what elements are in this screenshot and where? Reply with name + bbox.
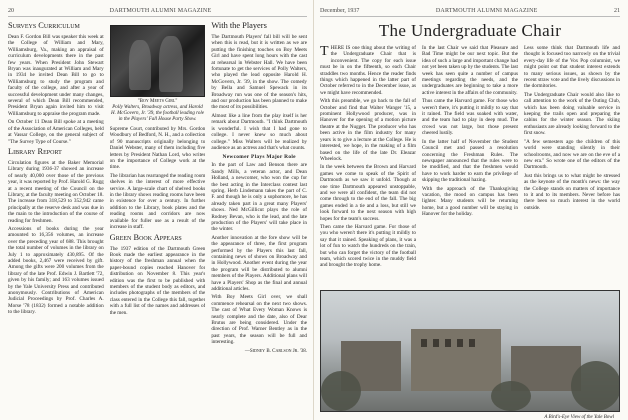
chair-col2-p3: In the latter half of November the Student Council met and passed a resolution concerning the Freshman Rules. The newspaper announced that the rules were to be modified, and that the freshmen would have to work harder to earn the privilege of skipping the traditional hazing. <box>422 138 518 184</box>
players-p1: The Dartmouth Players' fall bill will be sent when this is read, but it is written as we are putting the finishing touches on Boy Meets Girl and have spent long hours with the cast at rehearsal in Webster Hall. We have been fortunate to get the services of Polly Walters, who played the lead opposite Harold H. McGovern, Jr. '39, in the show. The comedy by Bella and Samuel Spewack in its Broadway run was one of the season's hits, and our production has been planned to make the most of its possibilities. <box>211 34 308 111</box>
photo-caption-text: Polly Walters, Broadway actress, and Harold H. McGovern, Jr. '39, the football leading role in the Players' Fall House Party Show. <box>111 105 204 122</box>
green-book-p1: The 1937 edition of the Dartmouth Green Book made the earliest appearance in the history of the freshman annual when the paper-bound copies reached Hanover for distribution on November 8. This year's edition was the first to be published with members of the student body as editors, and includes photographs of the members of the class entered in the College this fall, together with a full list of the names and addresses of the men. <box>109 245 206 316</box>
players-p5: With Boy Meets Girl over, we shall commence rehearsal on the next two shows. The cast of What Every Woman Knows is nearly complete and the date, also of Dear Brutus are being considered. Under the direction of Prof. Warner Bentley as in the past years, the season will be full and interesting. <box>211 294 308 346</box>
right-page-number: 21 <box>614 8 620 14</box>
photo-caption-title: "Boy Meets Girl" <box>137 99 178 104</box>
library-p1: Circulation figures at the Baker Memorial Library during 1936-37 showed an increase of nearly 40,000 over those of the previous year, it was reported by Prof. Harold G. Rugg at a recent meeting of the Council on the Library, at the faculty meeting on October 18. The increase from 318,529 to 352,942 came principally at the reserve desk and was due in the main to the introduction of the course of reading for freshmen. <box>8 159 104 224</box>
left-publication-name: DARTMOUTH ALUMNI MAGAZINE <box>109 8 212 14</box>
chair-col2-p1: In the last Chair we said that Pleasure and Bad Time might be our next topic. But the idea of such a large and important change had not yet been taken up by the students. The last week has seen quite a number of campus meetings regarding the needs, and the undergraduates are beginning to take a more active interest in the affairs of the community. <box>422 45 518 96</box>
chair-col3-p3: "A few semesters ago the children of this world were standing silently in their schoolrooms, and now we are on the eve of a new era." So wrote one of the editors of the Dartmouth. <box>524 138 620 171</box>
players-p4: Another innovation at the fore show will be the appearance of three, the first program performed by the Players this last fall, containing news of shows on Broadway and in Hollywood. Another event during the year the program will be distributed to alumni members of the Players. Additional plans will have a Players' Shop as the final and annual additional articles. <box>211 234 308 293</box>
chair-p1 <box>320 45 416 96</box>
chair-col2-p4: With the approach of the Thanksgiving vacation, the mood on campus has been lighter. Many students will be returning home, but a good number will be staying in Hanover for the holiday. <box>422 185 518 218</box>
boy-meets-girl-photo <box>110 25 206 97</box>
undergraduate-chair-title: The Undergraduate Chair <box>378 21 562 40</box>
chair-p1-text: HERE IS one thing about the writing of the Undergraduate Chair that is inconvenient. The copy for each issue must be in on the fifteenth, so each Chair straddles two months. Hence the reader finds things which happened in the latter part of October referred to in the December issue, as we might have recommended. <box>320 45 416 96</box>
yale-bowl-photo <box>320 290 620 412</box>
right-publication-name: DARTMOUTH ALUMNI MAGAZINE <box>435 8 538 14</box>
with-the-players-heading: With the Players <box>211 21 267 30</box>
right-col-2 <box>422 45 518 297</box>
right-col-3 <box>524 45 620 297</box>
surveys-curriculum-heading: Surveys Curriculum <box>8 21 80 30</box>
surveys-p2: On October 11 Dean Bill spoke at a meeting of the Association of American Colleges, held at Vassar College, on the general subject of "The Survey Type of Course." <box>8 119 104 145</box>
chair-p4: Then came the Harvard game. For those of you who weren't there it's putting it mildly to say that it rained. Speaking of plans, it was a lot of fun to watch the hundreds on the train, but who can forget the victory of the football team, which scored twice in the muddy field and brought the trophy home. <box>320 223 416 269</box>
left-col-3 <box>211 21 307 415</box>
left-columns <box>8 21 307 415</box>
right-columns <box>320 45 620 297</box>
right-page <box>314 0 628 420</box>
right-folio <box>320 6 620 17</box>
chair-col3-p2: The Undergraduate Chair would also like to call attention to the work of the Outing Club, which has been doing valuable service in keeping the trails open and preparing the cabins for the winter season. The skiing enthusiasts are already looking forward to the first snow. <box>524 91 620 137</box>
newcomer-subhead: Newcomer Plays Major Role <box>222 154 296 161</box>
left-page-number: 20 <box>8 8 14 14</box>
players-p2: Almost like a line from the play itself is her remark about Dartmouth. "I think Dartmouth is wonderful. I wish that I had gone to college. I never knew so much about college." Miss Walters will be realized by audience as an actress and that's what counts. <box>211 112 308 151</box>
left-col-2 <box>110 21 206 415</box>
dropcap: T <box>320 45 329 59</box>
chair-col3-p4: Just this brings us to what might be stressed as the keynote of the month's news: the way the College stands on matters of importance to it and to its members. Never before has there been so much interest in the world outside. <box>524 172 620 211</box>
boy-meets-girl-photo-block <box>110 25 206 123</box>
col2-p1: Supreme Court, contributed by Mrs. Gordon Woodbury of Bedford, N. H., and a collection of 90 manuscripts originally belonging to Daniel Webster, many of them including five letters by President Nathan Lord, who writes on the importance of College work at the time. <box>109 126 206 171</box>
library-p2: Accessions of books during the year amounted to 16,356 volumes, an increase over the preceding year of 688. This brought the total number of volumes in the library on July 1 to approximately 430,895. Of the added books, 2,467 were received by gift. Among the gifts were 200 volumes from the library of the late Prof. Edwin J. Bartlett '72, given by his family; and 163 volumes issued by the Yale University Press and contributed anonymously. Contributions of American Judicial Proceedings by Prof. Charles A. Morse '78 (1832) formed a notable addition to the library. <box>8 225 104 316</box>
right-col-1 <box>320 45 416 297</box>
right-folio-date: December, 1937 <box>320 8 360 14</box>
chair-p2: With this preamble, we go back to the fall of October and find that Walter Wanger '15, a prominent Hollywood producer, was in Hanover for the opening of a motion picture theatre at the Nugget. The producer who has been active in the film industry for many years is to give a lecture at the College. He is interested, we hope, in the making of a film based on the life of the late Dr. Eleazar Wheelock. <box>320 98 416 162</box>
green-book-heading: Green Book Appears <box>109 232 182 242</box>
col2-p2: The librarian has rearranged the reading room shelves in the interest of more effective service. A large-scale chart of shelved books in the library shows reading rooms have been in existence for over a century. In further addition to the Library, book plates and the reading rooms and corridors are now available for fuller use as a result of the increase in staff. <box>109 172 206 231</box>
photo-caption <box>110 99 206 123</box>
left-col-1 <box>8 21 104 415</box>
players-p3: In the part of Law and Benson there are Sandy Mills, a veteran actor, and Dean Holland, a newcomer, who won the cup for the best acting in the Interclass contest last spring. Herb Lindemann takes the part of C. F. and though he is only a sophomore, he has already taken part in a great many Players' shows. Ned McGillicut plays the role of Rodney Bevan, who is the lead, and the late production of the Players' will take place in the winter. <box>211 162 308 233</box>
players-byline: —Sidney B. Carlson Jr. '38. <box>244 348 308 354</box>
yale-bowl-caption: A Bird's-Eye View of the Yale Bowl <box>544 415 614 420</box>
chair-col2-p2: Thus came the Harvard game. For those who weren't there, it's putting it mildly to say that it rained. The field was soaked with water, and the team had to play in deep mud. The crowd was not large, but those present cheered lustily. <box>422 98 518 137</box>
left-folio <box>8 6 307 17</box>
library-report-heading: Library Report <box>8 146 62 156</box>
chair-p3: In the week between the Brown and Harvard games we come to speak of the Spirit of Dartmouth as we saw it unfold. Though at one time Dartmouth appeared unstoppable, and we were all confident, the team did not come through to the end of the fall. The big games ended in a tie and a loss, but still we look forward to the next season with high hopes for the team's success. <box>320 164 416 222</box>
surveys-p1: Dean F. Gordon Bill was speaker this week at the College of William and Mary, Williamsburg, Va., making an appraisal of curriculum developments there in the past few years. When President John Stewart Bryan was inaugurated at William and Mary in 1934 he invited Dean Bill to go to Williamsburg to study the program and faculty of the college, and after a year of successful development under many changes, several of which Dean Bill recommended, President Bryan again invited him to visit Williamsburg to appraise the program made. <box>8 34 104 117</box>
chair-col3-p1: Less some think that Dartmouth life and thought is focused too narrowly on the trivial every-day life of the Vox Pop columnist, we might point out that student interest extends to many serious issues, as shown by the recent straw vote and the lively discussions in the dormitories. <box>524 45 620 90</box>
